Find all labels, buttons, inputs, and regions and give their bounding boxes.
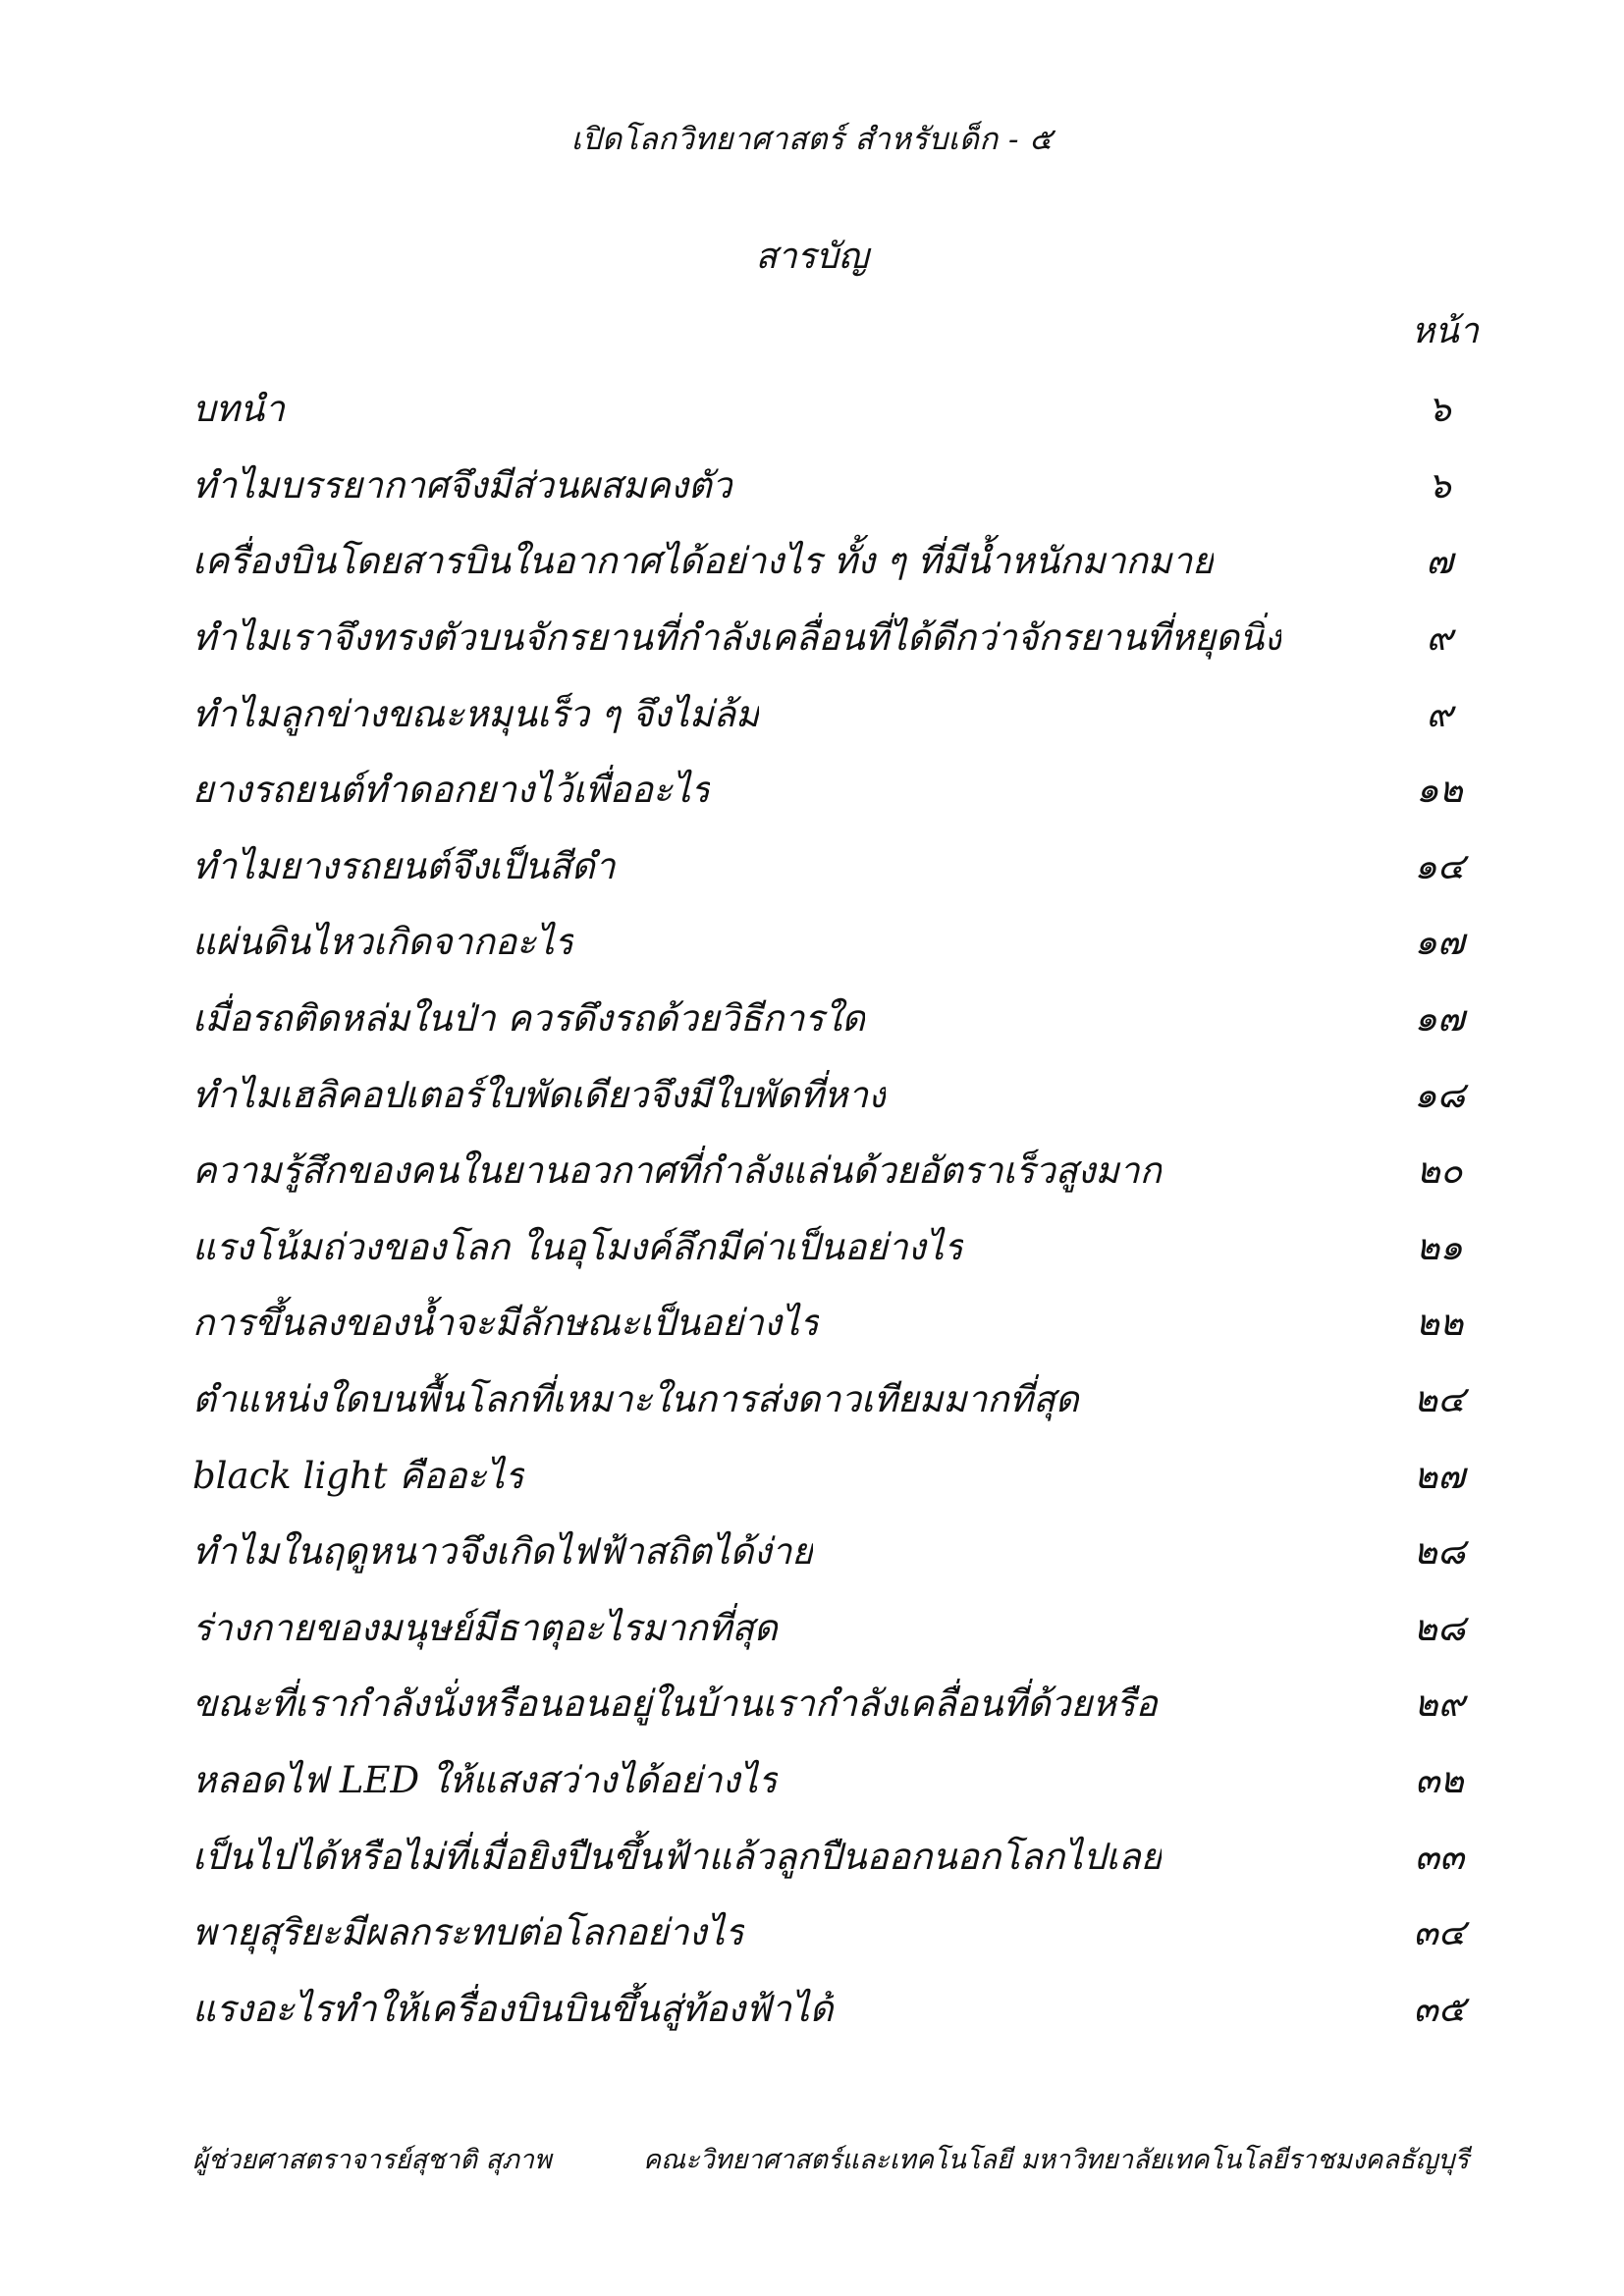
toc-entry-title: ตำแหน่งใดบนพื้นโลกที่เหมาะในการส่งดาวเทียมมากที่สุด [192, 1378, 1079, 1421]
toc-entry-page-number: ๖ [1428, 388, 1451, 431]
toc-entry-title: ทำไมในฤดูหนาวจึงเกิดไฟฟ้าสถิตได้ง่าย [192, 1530, 813, 1574]
toc-entry-page-number: ๑๗ [1414, 921, 1465, 964]
toc-entry-title: ทำไมเราจึงทรงตัวบนจักรยานที่กำลังเคลื่อนที่ได้ดีกว่าจักรยานที่หยุดนิ่ง [192, 616, 1282, 660]
toc-entry-page-number: ๓๓ [1414, 1835, 1465, 1878]
toc-entry-title: ทำไมลูกข่างขณะหมุนเร็ว ๆ จึงไม่ล้ม [192, 692, 760, 735]
toc-entry-page-number: ๖ [1428, 463, 1451, 507]
toc-entry [192, 752, 1479, 828]
toc-entry-title: ความรู้สึกของคนในยานอวกาศที่กำลังแล่นด้วยอัตราเร็วสูงมาก [192, 1149, 1162, 1193]
toc-entry [192, 828, 1479, 905]
toc-entry [192, 1970, 1479, 2047]
toc-entry-page-number: ๑๗ [1414, 997, 1465, 1041]
toc-entry [192, 1590, 1479, 1667]
toc-entry [192, 1285, 1479, 1362]
toc-entry-page-number: ๒๐ [1416, 1149, 1463, 1193]
toc-entry-page-number: ๙ [1426, 616, 1453, 660]
toc-entry [192, 1895, 1479, 1971]
toc-entry [192, 1818, 1479, 1895]
toc-entry-title: หลอดไฟ LED ให้แสงสว่างได้อย่างไร [192, 1758, 778, 1801]
toc-entry [192, 523, 1479, 600]
footer-affiliation: คณะวิทยาศาสตร์และเทคโนโลยี มหาวิทยาลัยเทคโนโลยีราชมงคลธัญบุรี [643, 2145, 1469, 2175]
toc-entry-page-number: ๓๔ [1413, 1911, 1466, 1954]
toc-entry-title: เมื่อรถติดหล่มในป่า ควรดึงรถด้วยวิธีการใด [192, 997, 866, 1041]
toc-entry-page-number: ๒๘ [1413, 1606, 1466, 1649]
toc-entry-page-number: ๑๒ [1416, 769, 1463, 812]
toc-entry-title: แรงอะไรทำให้เครื่องบินบินขึ้นสู่ท้องฟ้าได้ [192, 1987, 834, 2030]
toc-entry-page-number: ๒๙ [1414, 1682, 1465, 1726]
toc-entry-title: ทำไมยางรถยนต์จึงเป็นสีดำ [192, 844, 616, 887]
toc-entry-title: เครื่องบินโดยสารบินในอากาศได้อย่างไร ทั้ง ๆ ที่มีน้ำหนักมากมาย [192, 540, 1214, 583]
page-footer [192, 2138, 1469, 2180]
toc-entry-title: ยางรถยนต์ทำดอกยางไว้เพื่ออะไร [192, 769, 711, 812]
toc-entry [192, 1209, 1479, 1286]
toc-entry-title: บทนำ [192, 388, 285, 431]
toc-entry-title: ทำไมบรรยากาศจึงมีส่วนผสมคงตัว [192, 463, 732, 507]
toc-entry-title: พายุสุริยะมีผลกระทบต่อโลกอย่างไร [192, 1911, 745, 1954]
toc-list [192, 371, 1479, 2047]
toc-entry-title: ทำไมเฮลิคอปเตอร์ใบพัดเดียวจึงมีใบพัดที่หาง [192, 1073, 887, 1116]
toc-entry-title: เป็นไปได้หรือไม่ที่เมื่อยิงปืนขึ้นฟ้าแล้วลูกปืนออกนอกโลกไปเลย [192, 1835, 1163, 1878]
toc-title: สารบัญ [755, 237, 869, 277]
toc-entry-page-number: ๙ [1426, 692, 1453, 735]
footer-author: ผู้ช่วยศาสตราจารย์สุชาติ สุภาพ [192, 2145, 552, 2175]
toc-entry [192, 1056, 1479, 1133]
toc-entry-page-number: ๑๘ [1413, 1073, 1466, 1116]
toc-entry-page-number: ๓๒ [1415, 1758, 1464, 1801]
toc-entry [192, 904, 1479, 981]
toc-entry-title: แผ่นดินไหวเกิดจากอะไร [192, 921, 574, 964]
toc-entry [192, 1437, 1479, 1514]
toc-entry-title: การขึ้นลงของน้ำจะมีลักษณะเป็นอย่างไร [192, 1302, 820, 1345]
toc-entry-title: black light คืออะไร [192, 1454, 524, 1497]
toc-entry-page-number: ๓๕ [1413, 1987, 1466, 2030]
toc-entry [192, 1514, 1479, 1590]
toc-entry-title: ขณะที่เรากำลังนั่งหรือนอนอยู่ในบ้านเรากำลังเคลื่อนที่ด้วยหรือ [192, 1682, 1158, 1726]
running-header: เปิดโลกวิทยาศาสตร์ สำหรับเด็ก - ๕ [570, 122, 1054, 157]
toc-entry-title: แรงโน้มถ่วงของโลก ในอุโมงค์ลึกมีค่าเป็นอย่างไร [192, 1225, 964, 1268]
toc-entry [192, 600, 1479, 676]
toc-entry-page-number: ๒๑ [1416, 1225, 1463, 1268]
toc-entry [192, 1362, 1479, 1438]
toc-entry-page-number: ๑๔ [1414, 844, 1465, 887]
toc-entry-title: ร่างกายของมนุษย์มีธาตุอะไรมากที่สุด [192, 1606, 778, 1649]
toc-entry-page-number: ๗ [1426, 540, 1453, 583]
toc-entry [192, 448, 1479, 524]
toc-entry-page-number: ๒๒ [1415, 1302, 1464, 1345]
toc-entry [192, 1666, 1479, 1742]
toc-entry [192, 1742, 1479, 1819]
toc-entry-page-number: ๒๘ [1413, 1530, 1466, 1574]
toc-entry [192, 1133, 1479, 1209]
toc-entry-page-number: ๒๗ [1413, 1454, 1466, 1497]
toc-entry [192, 981, 1479, 1057]
toc-entry [192, 371, 1479, 448]
toc-entry-page-number: ๒๔ [1413, 1378, 1466, 1421]
toc-entry [192, 675, 1479, 752]
page-column-label: หน้า [1411, 311, 1479, 351]
